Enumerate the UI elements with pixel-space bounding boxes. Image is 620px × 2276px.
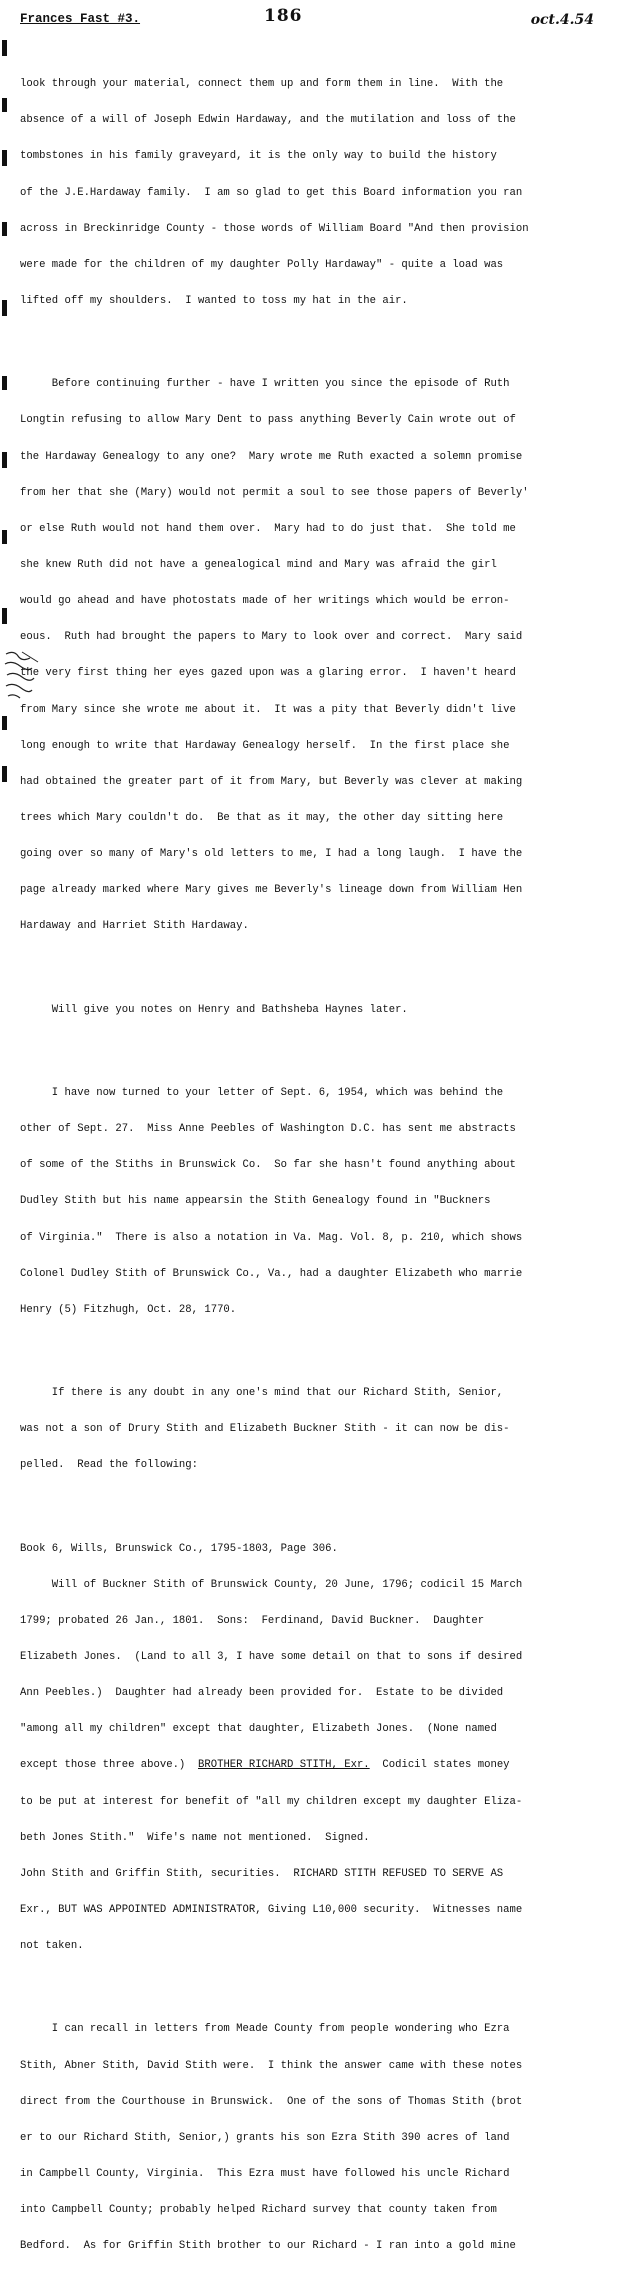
text-line: trees which Mary couldn't do. Be that as it may, the other day sitting here [20,811,504,824]
text-line: I can recall in letters from Meade County from people wondering who Ezra [20,2023,510,2036]
text-line: tombstones in his family graveyard, it is the only way to build the history [20,150,497,163]
text-line: I have now turned to your letter of Sept. 6, 1954, which was behind the [20,1086,504,1099]
text-line: beth Jones Stith." Wife's name not mentioned. Signed. [20,1831,370,1844]
text-line: from Mary since she wrote me about it. It was a pity that Beverly didn't live [20,703,516,716]
margin-bar [2,222,7,236]
line-prefix: except those three above.) [20,1759,199,1772]
text-line: direct from the Courthouse in Brunswick. One of the sons of Thomas Stith (brot [20,2095,523,2108]
margin-bar [2,300,7,316]
text-line: Exr., BUT WAS APPOINTED ADMINISTRATOR, Giving L10,000 security. Witnesses name [20,1904,523,1917]
text-line: or else Ruth would not hand them over. Mary had to do just that. She told me [20,522,516,535]
handwritten-page-number: 186 [264,6,303,26]
margin-bar [2,608,7,624]
text-line: in Campbell County, Virginia. This Ezra must have followed his uncle Richard [20,2168,510,2181]
margin-bar [2,766,7,782]
text-line: was not a son of Drury Stith and Elizabeth Buckner Stith - it can now be dis- [20,1423,510,1436]
underlined-executor-text: BROTHER RICHARD STITH, Exr. [198,1759,370,1772]
text-line: eous. Ruth had brought the papers to Mary to look over and correct. Mary said [20,631,523,644]
text-line: to be put at interest for benefit of "all my children except my daughter Eliza- [20,1795,523,1808]
line-suffix: Codicil states money [369,1759,510,1772]
text-line: from her that she (Mary) would not permit a soul to see those papers of Beverly' [20,486,529,499]
text-line: Colonel Dudley Stith of Brunswick Co., Va., had a daughter Elizabeth who marrie [20,1267,523,1280]
letter-body [20,42,620,2276]
text-line: Dudley Stith but his name appearsin the Stith Genealogy found in "Buckners [20,1195,491,1208]
text-line: er to our Richard Stith, Senior,) grants his son Ezra Stith 390 acres of land [20,2131,510,2144]
text-line: had obtained the greater part of it from Mary, but Beverly was clever at making [20,775,523,788]
margin-bar [2,452,7,468]
text-line: pelled. Read the following: [20,1459,199,1472]
text-line [20,1759,620,1771]
text-line: of the J.E.Hardaway family. I am so glad to get this Board information you ran [20,186,523,199]
text-line: would go ahead and have photostats made of her writings which would be erron- [20,595,510,608]
text-line: into Campbell County; probably helped Richard survey that county taken from [20,2204,497,2217]
text-line: across in Breckinridge County - those words of William Board "And then provision [20,222,529,235]
text-line: not taken. [20,1940,84,1953]
text-line: absence of a will of Joseph Edwin Hardaway, and the mutilation and loss of the [20,114,516,127]
text-line: Hardaway and Harriet Stith Hardaway. [20,920,249,933]
margin-bar [2,98,7,112]
text-line: look through your material, connect them up and form them in line. With the [20,78,504,91]
text-line: going over so many of Mary's old letters to me, I had a long laugh. I have the [20,848,523,861]
text-line: Bedford. As for Griffin Stith brother to our Richard - I ran into a gold mine [20,2240,516,2253]
text-line: lifted off my shoulders. I wanted to toss my hat in the air. [20,294,408,307]
text-line: Henry (5) Fitzhugh, Oct. 28, 1770. [20,1303,237,1316]
page-header [20,6,610,32]
text-line: of some of the Stiths in Brunswick Co. So far she hasn't found anything about [20,1159,516,1172]
text-line: of Virginia." There is also a notation in Va. Mag. Vol. 8, p. 210, which shows [20,1231,523,1244]
text-line: she knew Ruth did not have a genealogical mind and Mary was afraid the girl [20,558,497,571]
text-line: "among all my children" except that daughter, Elizabeth Jones. (None named [20,1723,497,1736]
margin-bar [2,716,7,730]
margin-bar [2,376,7,390]
text-line: Before continuing further - have I written you since the episode of Ruth [20,378,510,391]
text-line: the Hardaway Genealogy to any one? Mary wrote me Ruth exacted a solemn promise [20,450,523,463]
letter-heading: Frances Fast #3. [20,12,141,26]
text-line: were made for the children of my daughter Polly Hardaway" - quite a load was [20,258,504,271]
text-line: Will of Buckner Stith of Brunswick County, 20 June, 1796; codicil 15 March [20,1578,523,1591]
text-line: If there is any doubt in any one's mind that our Richard Stith, Senior, [20,1387,504,1400]
handwritten-date: oct.4.54 [530,12,594,28]
text-line: Longtin refusing to allow Mary Dent to pass anything Beverly Cain wrote out of [20,414,516,427]
text-line: Ann Peebles.) Daughter had already been provided for. Estate to be divided [20,1687,504,1700]
text-line: Elizabeth Jones. (Land to all 3, I have some detail on that to sons if desired [20,1651,523,1664]
margin-bar [2,530,7,544]
text-line: Book 6, Wills, Brunswick Co., 1795-1803, Page 306. [20,1542,338,1555]
text-line: Stith, Abner Stith, David Stith were. I think the answer came with these notes [20,2059,523,2072]
text-line: long enough to write that Hardaway Genealogy herself. In the first place she [20,739,510,752]
text-line: Will give you notes on Henry and Bathsheba Haynes later. [20,1003,408,1016]
text-line: 1799; probated 26 Jan., 1801. Sons: Ferdinand, David Buckner. Daughter [20,1614,485,1627]
text-line: John Stith and Griffin Stith, securities. RICHARD STITH REFUSED TO SERVE AS [20,1867,504,1880]
text-line: other of Sept. 27. Miss Anne Peebles of Washington D.C. has sent me abstracts [20,1123,516,1136]
margin-bar [2,150,7,166]
text-line: the very first thing her eyes gazed upon was a glaring error. I haven't heard [20,667,516,680]
margin-bar [2,40,7,56]
text-line: page already marked where Mary gives me Beverly's lineage down from William Hen [20,884,523,897]
